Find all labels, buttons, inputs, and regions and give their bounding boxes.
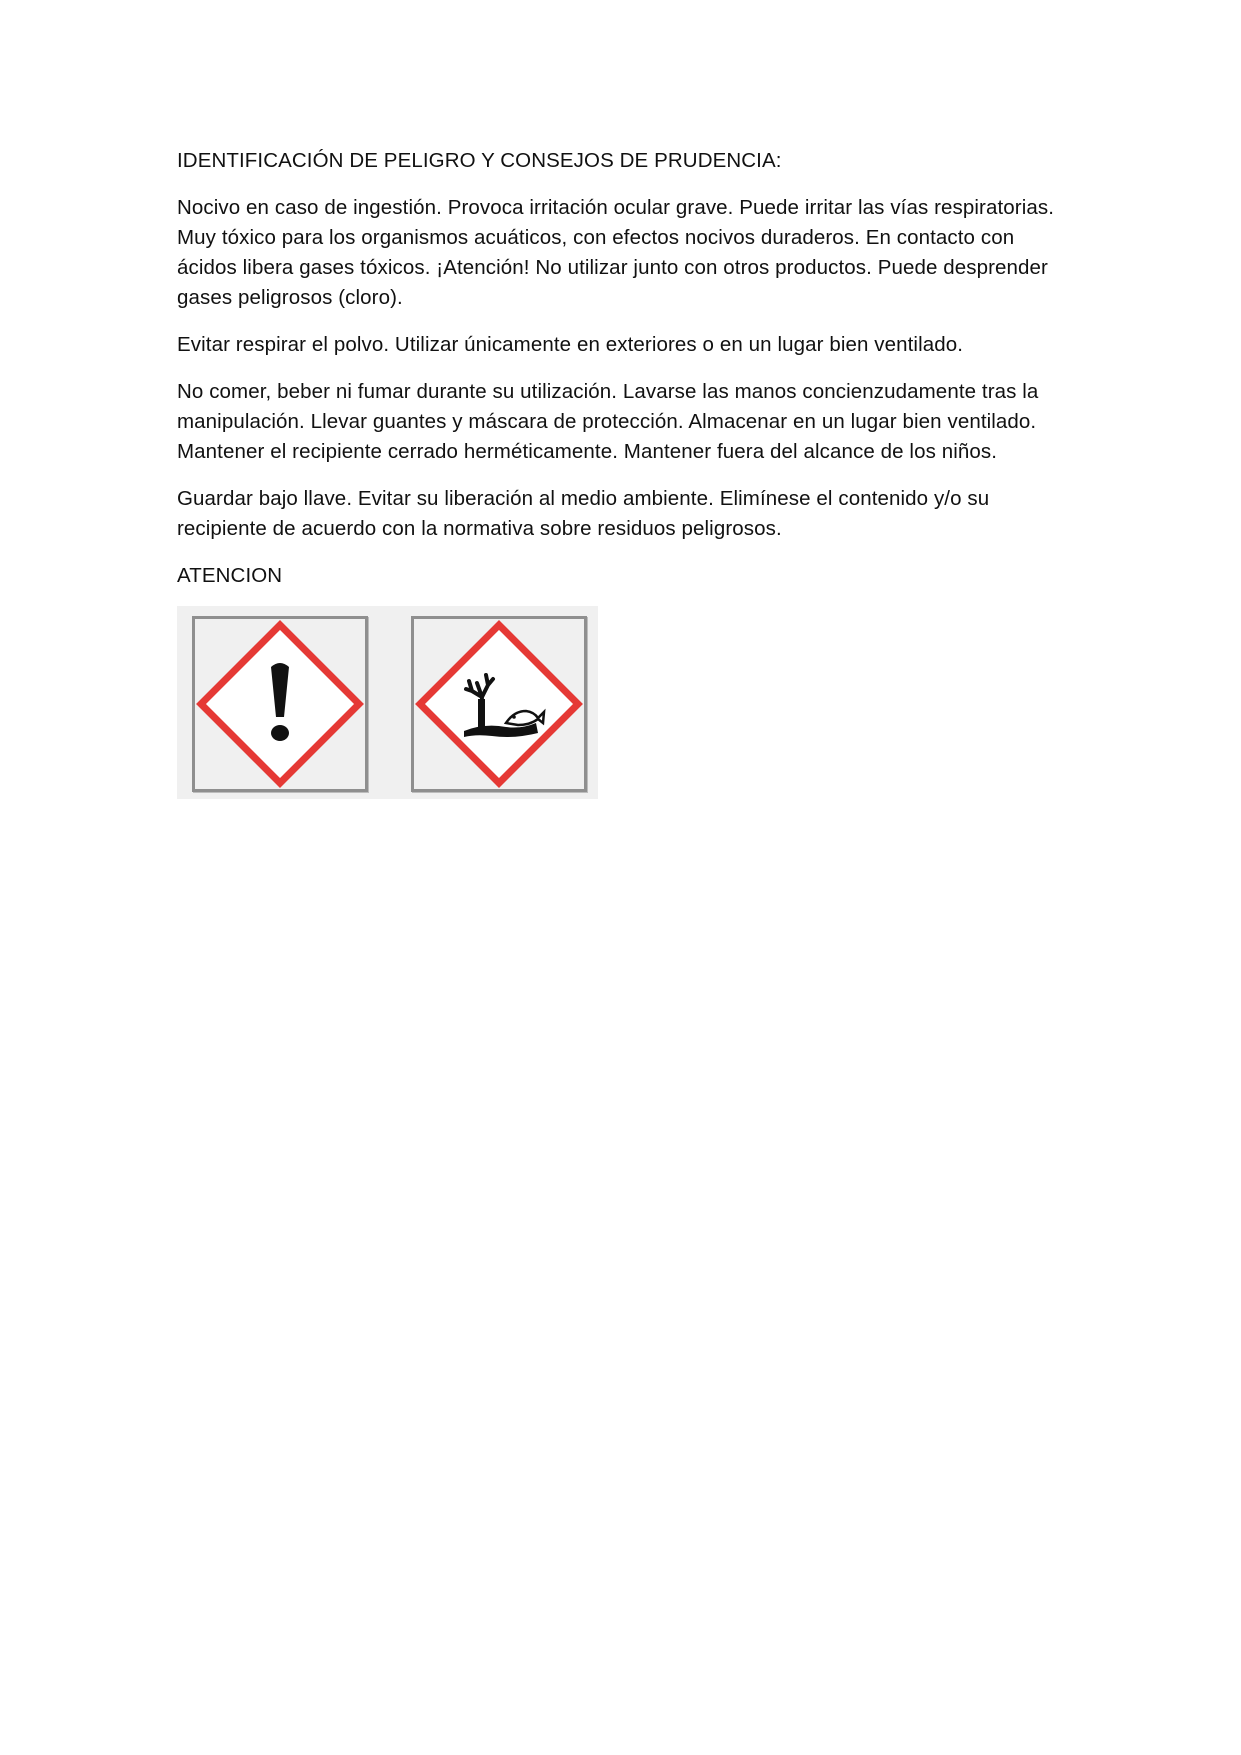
handling-advice-paragraph: No comer, beber ni fumar durante su utilización. Lavarse las manos concienzudamente tras la manipulación. Llevar guantes y máscara de protección. Almacenar en un lugar bien ventilado. Mantener el recipiente cerrado herméticamente. Mantener fuera del alcance de los niños. xyxy=(177,380,1039,463)
document-content xyxy=(177,146,1067,799)
hazard-statements-paragraph: Nocivo en caso de ingestión. Provoca irritación ocular grave. Puede irritar las vías respiratorias. Muy tóxico para los organismos acuáticos, con efectos nocivos duraderos. En contacto con ácidos libera gases tóxicos. ¡Atención! No utilizar junto con otros productos. Puede desprender gases peligrosos (cloro). xyxy=(177,196,1054,309)
ventilation-advice-paragraph: Evitar respirar el polvo. Utilizar únicamente en exteriores o en un lugar bien ventilado. xyxy=(177,333,964,356)
exclamation-mark-icon xyxy=(195,619,365,789)
hazard-heading: IDENTIFICACIÓN DE PELIGRO Y CONSEJOS DE PRUDENCIA: xyxy=(177,149,782,172)
signal-word: ATENCION xyxy=(177,564,283,587)
ghs-pictograms xyxy=(177,606,598,799)
exclamation-mark-pictogram xyxy=(192,616,368,792)
environment-hazard-icon xyxy=(414,619,584,789)
environment-hazard-pictogram xyxy=(411,616,587,792)
storage-disposal-paragraph: Guardar bajo llave. Evitar su liberación al medio ambiente. Elimínese el contenido y/o su recipiente de acuerdo con la normativa sobre residuos peligrosos. xyxy=(177,487,990,540)
